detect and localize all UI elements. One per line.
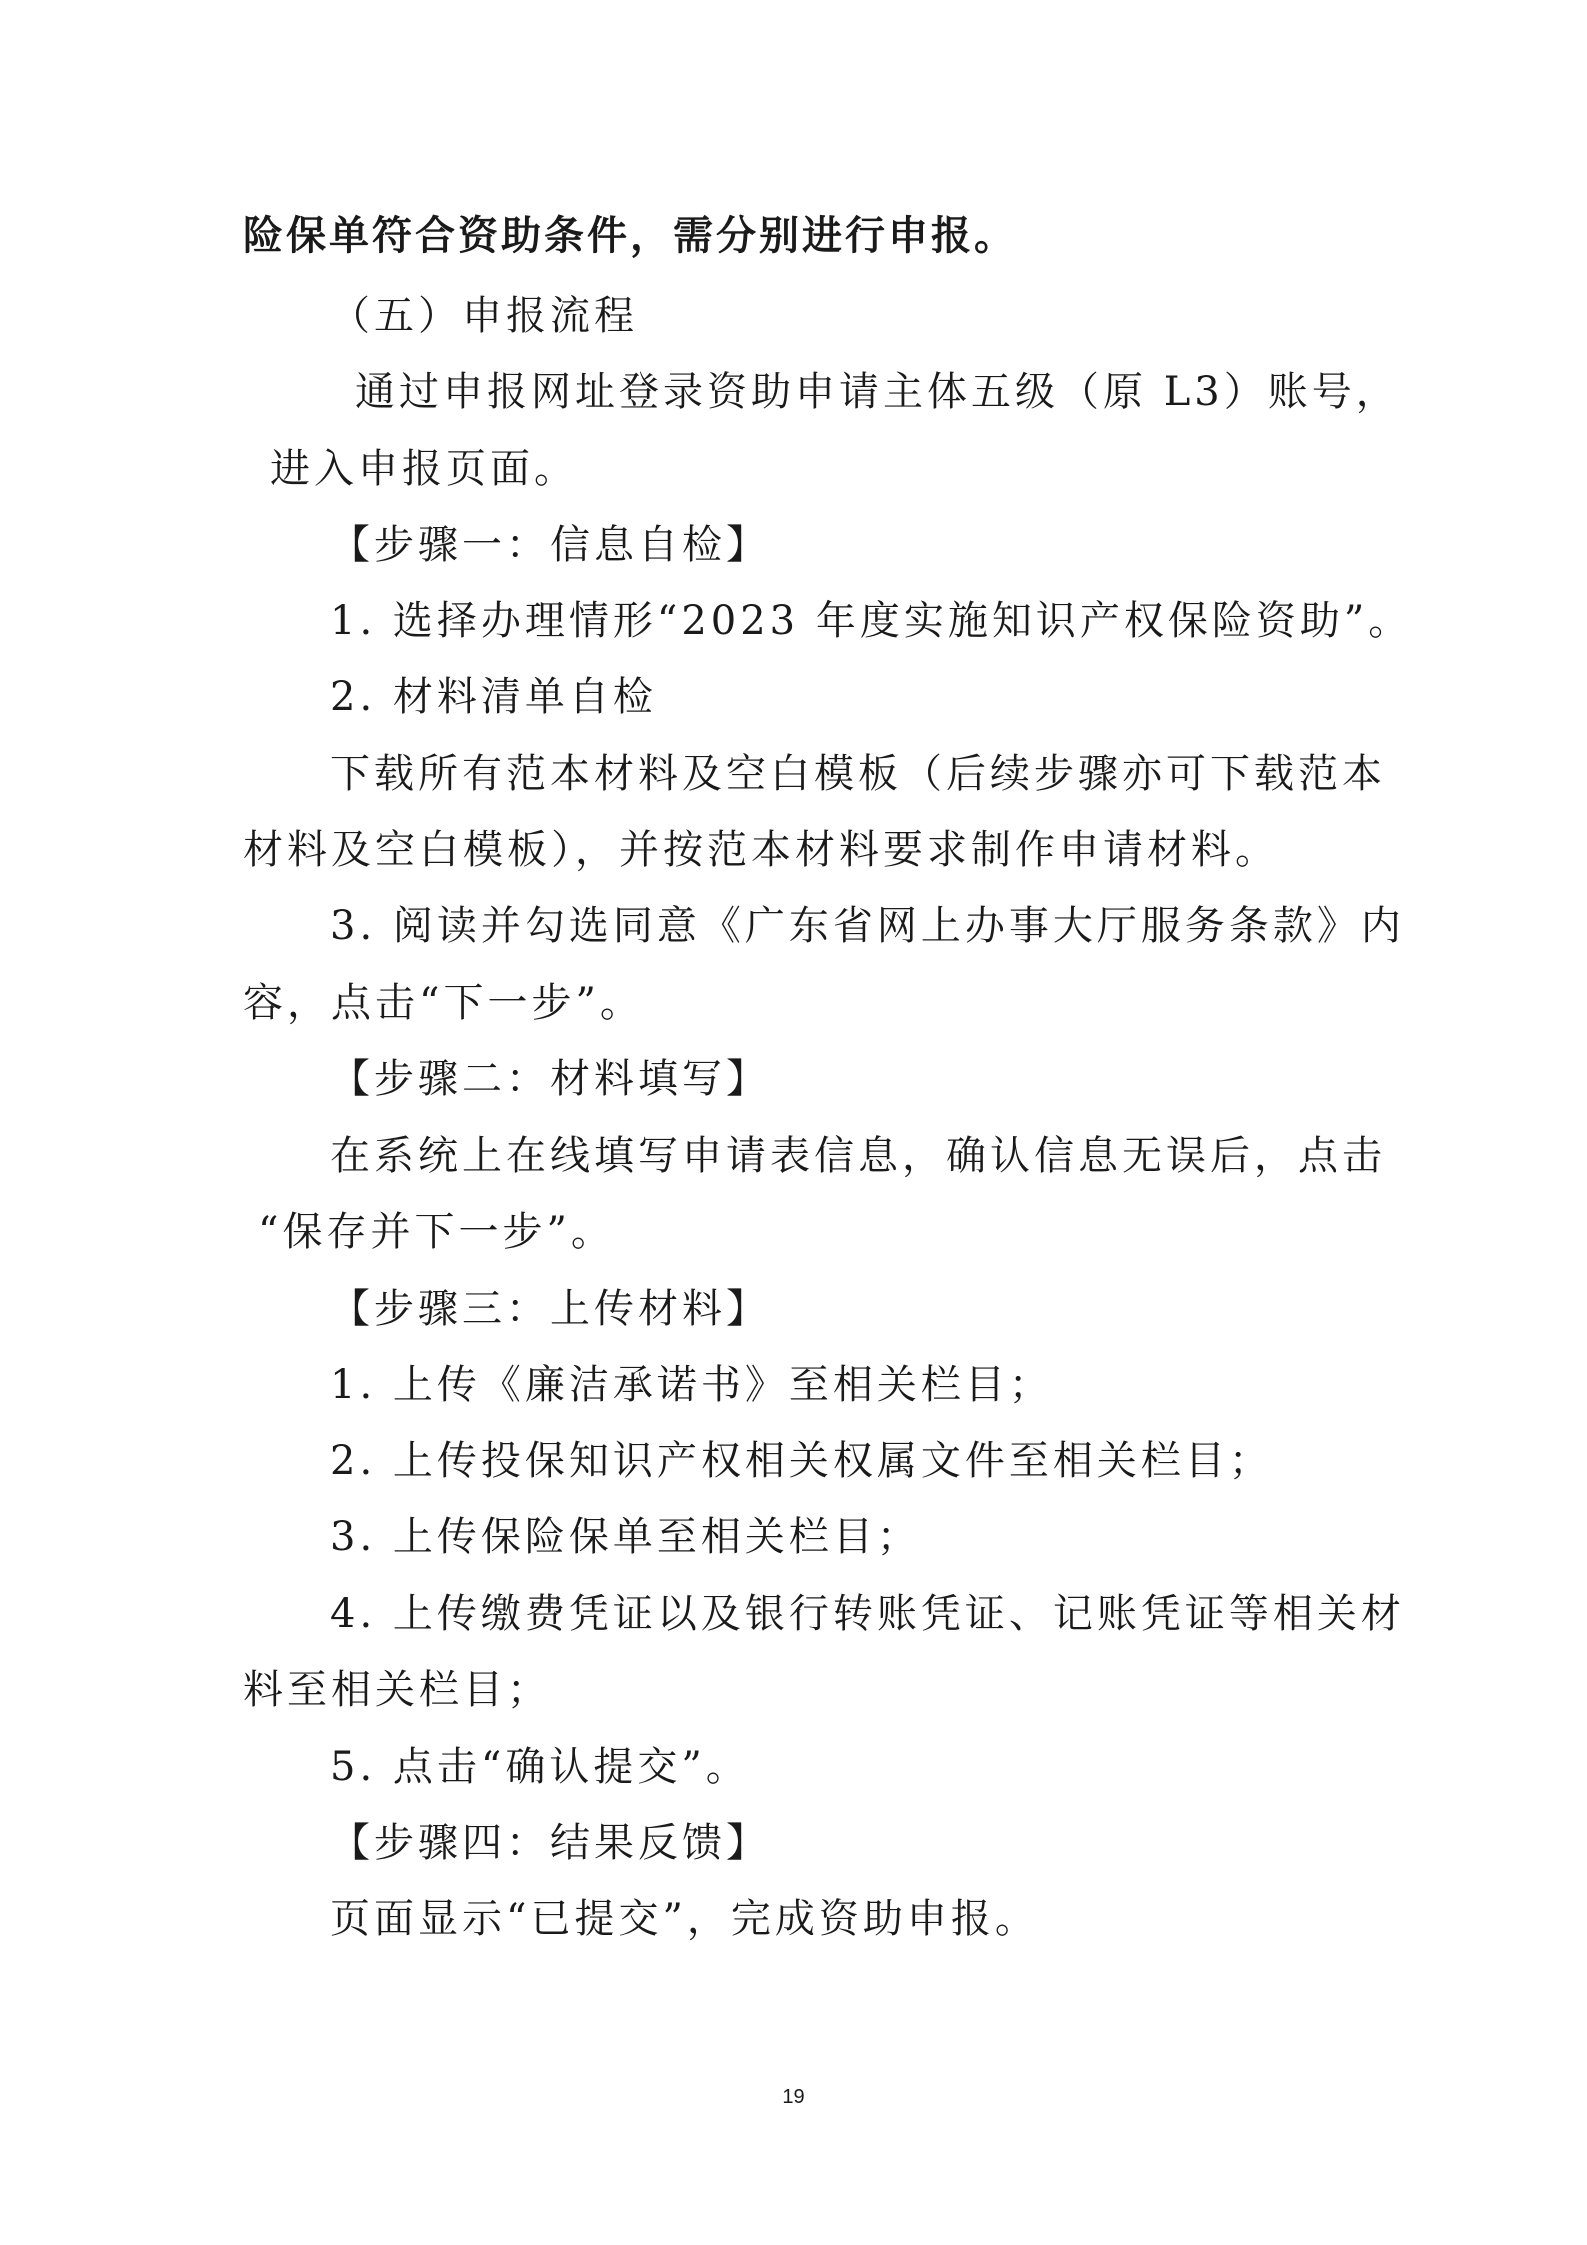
text-line: 3. 阅读并勾选同意《广东省网上办事大厅服务条款》内	[330, 903, 1405, 949]
text-line: 页面显示“已提交”，完成资助申报。	[330, 1896, 1039, 1942]
text-line: 1. 上传《廉洁承诺书》至相关栏目；	[330, 1362, 1053, 1408]
text-line: 5. 点击“确认提交”。	[330, 1744, 750, 1790]
text-line: 容，点击“下一步”。	[243, 980, 644, 1026]
text-line: 进入申报页面。	[270, 446, 578, 492]
text-line: 通过申报网址登录资助申请主体五级（原 L3）账号，	[355, 369, 1400, 415]
text-line: 在系统上在线填写申请表信息，确认信息无误后，点击	[330, 1133, 1386, 1179]
text-line: 下载所有范本材料及空白模板（后续步骤亦可下载范本	[330, 751, 1386, 797]
step-heading: 【步骤一：信息自检】	[330, 522, 770, 568]
text-line: 1. 选择办理情形“2023 年度实施知识产权保险资助”。	[330, 598, 1413, 644]
step-heading: 【步骤二：材料填写】	[330, 1056, 770, 1102]
page-number: 19	[782, 2086, 805, 2108]
section-heading: （五）申报流程	[330, 293, 638, 339]
text-line: 2. 材料清单自检	[330, 674, 657, 720]
text-line: 3. 上传保险保单至相关栏目；	[330, 1514, 921, 1560]
text-line: 料至相关栏目；	[243, 1667, 551, 1713]
text-line: “保存并下一步”。	[258, 1209, 615, 1255]
text-line: 4. 上传缴费凭证以及银行转账凭证、记账凭证等相关材	[330, 1591, 1405, 1637]
step-heading: 【步骤四：结果反馈】	[330, 1820, 770, 1866]
text-line: 2. 上传投保知识产权相关权属文件至相关栏目；	[330, 1438, 1273, 1484]
text-line: 险保单符合资助条件，需分别进行申报。	[243, 212, 1017, 259]
text-line: 材料及空白模板），并按范本材料要求制作申请材料。	[243, 827, 1279, 873]
step-heading: 【步骤三：上传材料】	[330, 1286, 770, 1332]
